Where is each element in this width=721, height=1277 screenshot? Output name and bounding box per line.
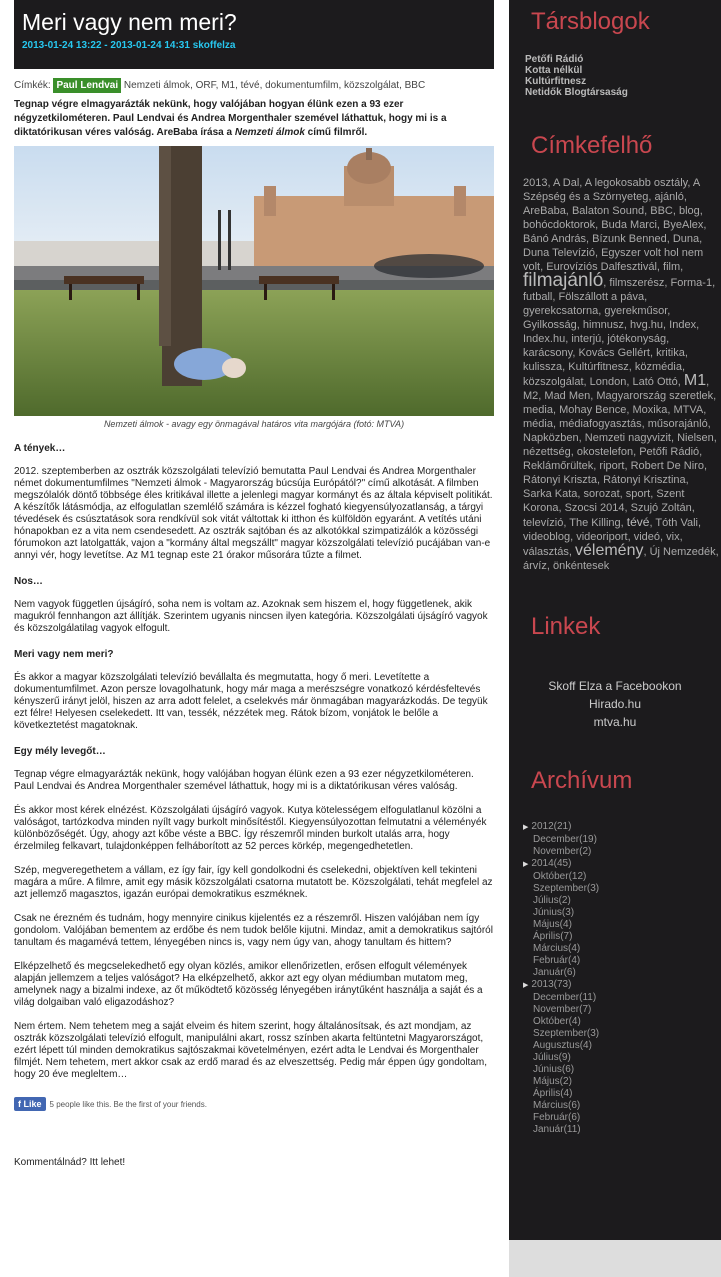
archive-label: Május(2)	[533, 1076, 572, 1087]
tagcloud-tag[interactable]: A Dal,	[552, 177, 583, 189]
tagcloud-tag[interactable]: Napközben,	[523, 432, 582, 444]
tagcloud-tag[interactable]: Buda Marci,	[601, 219, 660, 231]
archive-label: 2012(21)	[531, 821, 572, 832]
tagcloud-tag[interactable]: A Szépség és a Szörnyeteg,	[523, 177, 700, 203]
facebook-icon: f	[18, 1099, 24, 1109]
paragraph: Tegnap végre elmagyarázták nekünk, hogy valójában hogyan élünk ezen a 93 ezer négyzetkilométeren. Paul Lendvai és Andrea Morgenthaler szemével láthattuk, hogy mi is a diktatórikusan véres valóság.	[14, 769, 474, 792]
tagcloud-tag[interactable]: Duna,	[672, 233, 703, 245]
tagcloud-tag[interactable]: Kovács Gellért,	[578, 347, 654, 359]
tagcloud-tag[interactable]: MTVA,	[673, 404, 707, 416]
tagcloud-tag[interactable]: BBC,	[650, 205, 676, 217]
tagcloud-tag[interactable]: Rátonyi Krisztina,	[603, 474, 689, 486]
tagcloud-tag[interactable]: Tóth Vali,	[655, 517, 702, 529]
tagcloud-tag[interactable]: közszolgálat,	[523, 376, 587, 388]
photo-caption: Nemzeti álmok - avagy egy önmagával határos vita margójára (fotó: MTVA)	[103, 419, 405, 429]
tag-link[interactable]: M1	[221, 80, 236, 91]
tagcloud-tag[interactable]: vélemény	[574, 542, 644, 559]
tagcloud-tag[interactable]: tévé	[626, 515, 650, 529]
tagcloud-tag[interactable]: gyerekműsor,	[604, 305, 671, 317]
sidebar-footer-strip	[509, 1240, 721, 1277]
partner-blog-link[interactable]: Petőfi Rádió	[525, 54, 584, 65]
archive-label: Szeptember(3)	[533, 1028, 600, 1039]
archive-month[interactable]	[523, 943, 721, 955]
archive-label: Augusztus(4)	[533, 1040, 592, 1051]
tagcloud-tag[interactable]: videoriport,	[576, 531, 631, 543]
tagcloud-separator: ,	[603, 277, 607, 289]
archive-month[interactable]	[523, 871, 721, 883]
archive-month[interactable]	[523, 1004, 721, 1016]
tagcloud-tag[interactable]: választás,	[523, 546, 572, 558]
tagcloud-tag[interactable]: vix,	[666, 531, 683, 543]
archive-label: November(7)	[533, 1004, 592, 1015]
archive-month[interactable]	[523, 1028, 721, 1040]
partner-blog-link[interactable]: Netidők Blogtársaság	[525, 87, 628, 98]
archive-month[interactable]	[523, 931, 721, 943]
tags-label: Címkék:	[14, 80, 51, 91]
archive-label: Március(6)	[533, 1100, 581, 1111]
lead-text-end: című filmről.	[304, 127, 368, 138]
tagcloud-separator: ,	[649, 517, 653, 529]
tagcloud-tag[interactable]: média,	[523, 418, 557, 430]
archive-month[interactable]	[523, 1052, 721, 1064]
tagcloud-tag[interactable]: Moxika,	[632, 404, 671, 416]
tagcloud-tag[interactable]: interjú,	[571, 333, 605, 345]
archive-month[interactable]	[523, 1112, 721, 1124]
archive-year[interactable]	[523, 858, 721, 871]
archive-month[interactable]	[523, 967, 721, 979]
tagcloud-tag[interactable]: közmédia,	[634, 361, 686, 373]
tagcloud-tag[interactable]: Reklámőrültek,	[523, 460, 597, 472]
archive-label: Június(3)	[533, 907, 575, 918]
tagcloud-tag[interactable]: Szocsi 2014,	[564, 502, 628, 514]
triangle-icon: ▶	[523, 982, 529, 989]
triangle-icon: ▶	[523, 824, 529, 831]
paragraph: Elképzelhető és megcselekedhető egy olyan közlés, amikor ellenőrizetlen, erősen elfogult vélemények alapján jellemzem a teljes valóságot? Ha elképzelhető, akkor azt egy olyan médiumban mutatom meg, amelynek nagy a bizalmi indexe, az őt működtető közösség lényegében iránytűként használja a saját és a világ dolgaiban való eligazodáshoz?	[14, 961, 483, 1008]
tagcloud-tag[interactable]: AreBaba,	[523, 205, 569, 217]
archive-month[interactable]	[523, 1100, 721, 1112]
archive-label: Október(4)	[533, 1016, 581, 1027]
tag-link[interactable]: dokumentumfilm	[265, 80, 339, 91]
tagcloud-tag[interactable]: Nielsen,	[677, 432, 717, 444]
tagcloud-tag[interactable]: Szujó Zoltán,	[630, 502, 695, 514]
tagcloud-tag[interactable]: sport,	[625, 488, 654, 500]
archive-label: November(2)	[533, 846, 592, 857]
tagcloud-tag[interactable]: kritika,	[656, 347, 688, 359]
tagcloud-tag[interactable]: Egyszer volt hol nem volt,	[523, 247, 704, 273]
facebook-like-row	[14, 1097, 494, 1111]
archive-label: Február(6)	[533, 1112, 581, 1123]
tagcloud-tag[interactable]: film,	[663, 261, 684, 273]
post-column	[14, 0, 494, 1168]
tagcloud-tag[interactable]: M1	[683, 372, 707, 389]
tagcloud-tag[interactable]: műsorajánló,	[647, 418, 711, 430]
paragraph: Szép, megveregethetem a vállam, ez így fair, így kell gondolkodni és cselekedni, objektíven kell tekinteni magára a műre. A filmre, amit egy másik közszolgálati csatorna mutatott be. Közszolgálati, tehát megfelel az azt jellemző magasztos, igazán európai demokratikus eszméknek.	[14, 865, 493, 900]
tag-list: Címkék: Paul Lendvai Nemzeti álmok, ORF, M1, tévé, dokumentumfilm, közszolgálat, BBC	[14, 80, 426, 91]
tagcloud-tag[interactable]: Index,	[669, 319, 700, 331]
tagcloud-tag[interactable]: Fölszállott a páva,	[558, 291, 648, 303]
archive-label: Február(4)	[533, 955, 581, 966]
tag-link[interactable]: Nemzeti álmok	[123, 80, 191, 91]
tagcloud-tag[interactable]: médiafogyasztás,	[559, 418, 645, 430]
tagcloud-tag[interactable]: Forma-1,	[670, 277, 716, 289]
tagcloud-heading: Címkefelhő	[531, 132, 653, 159]
archive-month[interactable]	[523, 919, 721, 931]
tagcloud-tag[interactable]: Bánó András,	[523, 233, 590, 245]
tag-link[interactable]: BBC	[404, 80, 426, 91]
archive-month[interactable]	[523, 992, 721, 1004]
tagcloud-tag[interactable]: M2,	[523, 390, 542, 402]
archive-month[interactable]	[523, 883, 721, 895]
section-heading: Meri vagy nem meri?	[14, 649, 114, 660]
tagcloud-tag[interactable]: London,	[589, 376, 630, 388]
tagcloud-tag[interactable]: kulissza,	[523, 361, 566, 373]
like-label: Like	[23, 1099, 42, 1109]
paragraph: És akkor a magyar közszolgálati televízió bevállalta és megmutatta, hogy ő meri. Levetítette a dokumentumfilmet. Azon persze lovagolhatunk, hogy már maga a merészségre vonatkozó kérdésfeltevés kényszerű irányt jelöl, hiszen az arra adott felelet, a cselekvés már önmagában magyarázkodás. De tegyük ezt félre! Helyesen cselekedett. Itt van, tessék, nézzétek meg. Rátok bízom, vonjátok le belőle a következtetést magatoknak.	[14, 672, 488, 731]
facebook-like-button[interactable]	[14, 1097, 46, 1111]
tagcloud-tag[interactable]: Kultúrfitnesz,	[568, 361, 632, 373]
tagcloud-tag[interactable]: Index.hu,	[523, 333, 569, 345]
tagcloud-tag[interactable]: jótékonyság,	[607, 333, 670, 345]
tagcloud-separator: ,	[706, 376, 710, 388]
partner-blog-link[interactable]: Kultúrfitnesz	[525, 76, 587, 87]
tagcloud-tag[interactable]: Mohay Bence,	[559, 404, 630, 416]
post-author-link[interactable]: skoffelza	[192, 40, 236, 51]
paragraph: És akkor most kérek elnézést. Közszolgálati újságíró vagyok. Kutya kötelességem elfogulatlanul közölni a valóságot, tartózkodva minden nyílt vagy burkolt minősítéstől. Kiegyensúlyozottan felmutatni a véleményék különbözőségét. Úgy, ahogy azt kőbe véste a BBC. Így részemről minden burkolt utalás arra, hogy érzelmileg felkavart, tulajdonképpen felháborított az 52 perces körkép, megengedhetetlen.	[14, 805, 487, 852]
tagcloud-tag[interactable]: Bízunk Benned,	[592, 233, 670, 245]
archive-month[interactable]	[523, 1064, 721, 1076]
tagcloud-tag[interactable]: Szent Korona,	[523, 488, 685, 514]
tagcloud-tag[interactable]: videó,	[633, 531, 664, 543]
archive-list	[523, 821, 721, 1136]
archive-label: Május(4)	[533, 919, 572, 930]
post-lead	[14, 98, 494, 140]
archive-month[interactable]	[523, 834, 721, 846]
lead-film-title: Nemzeti álmok	[234, 127, 305, 138]
partner-blog-link[interactable]: Kotta nélkül	[525, 65, 583, 76]
tagcloud-tag[interactable]: futball,	[523, 291, 556, 303]
post-meta	[22, 40, 486, 51]
archive-label: Április(4)	[533, 1088, 573, 1099]
post-header	[14, 0, 494, 69]
archive-label: Június(6)	[533, 1064, 575, 1075]
archive-month[interactable]	[523, 895, 721, 907]
archive-label: Október(12)	[533, 871, 587, 882]
archive-heading: Archívum	[531, 767, 633, 794]
lead-text: Tegnap végre elmagyarázták nekünk, hogy valójában hogyan élünk ezen a 93 ezer négyzetkilométeren. Paul Lendvai és Andrea Morgenthaler szemével láthattuk, hogy mi is a diktatórikusan véres valóság. AreBaba írása a	[14, 99, 447, 138]
external-link[interactable]: Hirado.hu	[588, 697, 642, 711]
tagcloud-tag[interactable]: videoblog,	[523, 531, 574, 543]
tag-link[interactable]: Paul Lendvai	[53, 78, 121, 93]
archive-year[interactable]	[523, 821, 721, 834]
tag-link[interactable]: közszolgálat	[344, 80, 400, 91]
archive-label: December(19)	[533, 834, 597, 845]
tagcloud-tag[interactable]: Nemzeti nagyvizit,	[584, 432, 675, 444]
tagcloud-tag[interactable]: 2013,	[523, 177, 551, 189]
tagcloud-tag[interactable]: Robert De Niro,	[630, 460, 708, 472]
tag-link[interactable]: tévé	[240, 80, 260, 91]
tagcloud-tag[interactable]: The Killing,	[569, 517, 624, 529]
archive-label: 2014(45)	[531, 858, 572, 869]
tagcloud-tag[interactable]: karácsony,	[523, 347, 576, 359]
tagcloud-tag[interactable]: gyerekcsatorna,	[523, 305, 602, 317]
section-heading: Egy mély levegőt…	[14, 746, 106, 757]
tagcloud-tag[interactable]: árvíz,	[523, 560, 550, 572]
comment-link[interactable]: Kommentálnád? Itt lehet!	[14, 1157, 126, 1168]
paragraph: Nem értem. Nem tehetem meg a saját elveim és hitem szerint, hogy általánosítsak, és azt mondjam, az osztrák közszolgálati televízió elfogult, manipulálni akart, rossz színben akarta feltüntetni Magyarországot, ezért lépett túl minden demokratikus sajtószakmai követelményen, ezért adta le Lendvai és Morgenthaler filmjét. Nem tehetem, mert akkor csak az erdő marad és az elveszettség. Pedig már éppen úgy gondoltam, hogy 20 éve megleltem…	[14, 1021, 487, 1080]
archive-month[interactable]	[523, 1016, 721, 1028]
tagcloud-tag[interactable]: filmszerész,	[609, 277, 668, 289]
archive-label: December(11)	[533, 992, 597, 1003]
archive-year[interactable]	[523, 979, 721, 992]
archive-month[interactable]	[523, 1040, 721, 1052]
partner-blogs-list	[525, 54, 721, 98]
tagcloud-tag[interactable]: okostelefon,	[576, 446, 637, 458]
links-heading: Linkek	[531, 613, 601, 640]
archive-month[interactable]	[523, 1088, 721, 1100]
tagcloud-tag[interactable]: ajánló,	[654, 191, 687, 203]
archive-label: Július(9)	[533, 1052, 571, 1063]
tag-link[interactable]: ORF	[195, 80, 216, 91]
archive-label: Április(7)	[533, 931, 573, 942]
archive-month[interactable]	[523, 1124, 721, 1136]
tagcloud-tag[interactable]: önkéntesek	[552, 560, 610, 572]
tagcloud-tag[interactable]: Duna Televízió,	[523, 247, 599, 259]
post-photo	[14, 146, 494, 416]
paragraph: 2012. szeptemberben az osztrák közszolgálati televízió bemutatta Paul Lendvai és Andrea Morgenthaler német dokumentumfilmes "Nemzeti álmok - Magyarország búcsúja Európától?" című alkotását. A filmben megszólalók döntő többsége éles kritikával illette a jelenlegi magyar kormányt és az általa képviselt politikát. A készítők látásmódja, az elfogulatlan szemlélő számára is kézzel fogható kiegyensúlyozatlanság, a tárgyi tévedések és csúsztatások sora rendkívül sok vitát váltottak ki itthon és külföldön egyaránt. A vetítés utáni hónapokban ez a vita nem csendesedett. Az osztrák sajtóban és az alkotókkal szimpatizálók a közösségi fórumokon azt latolgatták, vajon a "kormány által megszállt" magyar közszolgálati televízió pucájában van-e annyi vér, hogy levetítse. Az M1 tegnap este 21 órakor műsorára tűzte a filmet.	[14, 466, 493, 561]
archive-label: Március(4)	[533, 943, 581, 954]
tagcloud-tag[interactable]: Gyilkosság,	[523, 319, 580, 331]
tagcloud-tag[interactable]: Eurovíziós Dalfesztivál,	[546, 261, 660, 273]
tagcloud-tag[interactable]: himnusz,	[582, 319, 627, 331]
tagcloud-tag[interactable]: bohócdoktorok,	[523, 219, 599, 231]
like-count-text: 5 people like this. Be the first of your friends.	[49, 1099, 207, 1109]
tagcloud-tag[interactable]: riport,	[599, 460, 628, 472]
sidebar	[509, 0, 721, 1240]
archive-label: Szeptember(3)	[533, 883, 600, 894]
post-body	[14, 443, 494, 1081]
tag-cloud	[523, 176, 720, 573]
external-link[interactable]: mtva.hu	[593, 715, 637, 729]
archive-month[interactable]	[523, 846, 721, 858]
tagcloud-tag[interactable]: filmajánló	[523, 270, 604, 291]
links-list	[509, 677, 721, 731]
archive-month[interactable]	[523, 907, 721, 919]
tagcloud-tag[interactable]: A legokosabb osztály,	[584, 177, 691, 189]
archive-label: Január(6)	[533, 967, 576, 978]
tagcloud-tag[interactable]: Balaton Sound,	[571, 205, 648, 217]
tagcloud-tag[interactable]: hvg.hu,	[630, 319, 667, 331]
tagcloud-tag[interactable]: Magyarország szeretlek,	[596, 390, 717, 402]
tagcloud-tag[interactable]: ByeAlex,	[663, 219, 707, 231]
tagcloud-tag[interactable]: televízió,	[523, 517, 567, 529]
section-heading: Nos…	[14, 576, 43, 587]
archive-label: 2013(73)	[531, 979, 572, 990]
tagcloud-tag[interactable]: media,	[523, 404, 557, 416]
section-heading: A tények…	[14, 443, 66, 454]
tagcloud-tag[interactable]: Új Nemzedék,	[649, 546, 719, 558]
tagcloud-tag[interactable]: sorozat,	[583, 488, 623, 500]
tagcloud-separator: ,	[643, 546, 647, 558]
post-date: 2013-01-24 13:22 - 2013-01-24 14:31	[22, 40, 190, 51]
tagcloud-tag[interactable]: Sarka Kata,	[523, 488, 581, 500]
paragraph: Nem vagyok független újságíró, soha nem is voltam az. Azoknak sem hiszem el, hogy függetlenek, akik magukról fennhangon azt állítják. Szerintem ugyanis nincsen ilyen kategória. Közszolgálati újságíró vagyok és közszolgálatilag vagyok elfogult.	[14, 599, 488, 634]
archive-month[interactable]	[523, 955, 721, 967]
tagcloud-tag[interactable]: Petőfi Rádió,	[639, 446, 703, 458]
post-title[interactable]: Meri vagy nem meri?	[22, 9, 237, 35]
tagcloud-tag[interactable]: Rátonyi Kriszta,	[523, 474, 601, 486]
triangle-icon: ▶	[523, 861, 529, 868]
tagcloud-tag[interactable]: nézettség,	[523, 446, 574, 458]
paragraph: Csak ne érezném és tudnám, hogy mennyire cinikus kijelentés ez a részemről. Hiszen valójában nem így gondolom. Valójában bementem az erdőbe és nem tudok belőle kijutni. Mindaz, amit a demokratikus sajtóról tanultam és magamévá tettem, lényegében nincs is, vagy nem úgy van, ahogy tanultam és hittem?	[14, 913, 493, 948]
archive-month[interactable]	[523, 1076, 721, 1088]
parliament-photo-illustration	[14, 146, 494, 416]
tagcloud-tag[interactable]: blog,	[678, 205, 703, 217]
external-link[interactable]: Skoff Elza a Facebookon	[548, 679, 682, 693]
tagcloud-tag[interactable]: Lató Ottó,	[632, 376, 681, 388]
blogs-heading: Társblogok	[531, 8, 650, 35]
archive-label: Július(2)	[533, 895, 571, 906]
tagcloud-tag[interactable]: Mad Men,	[544, 390, 594, 402]
archive-label: Január(11)	[533, 1124, 581, 1135]
